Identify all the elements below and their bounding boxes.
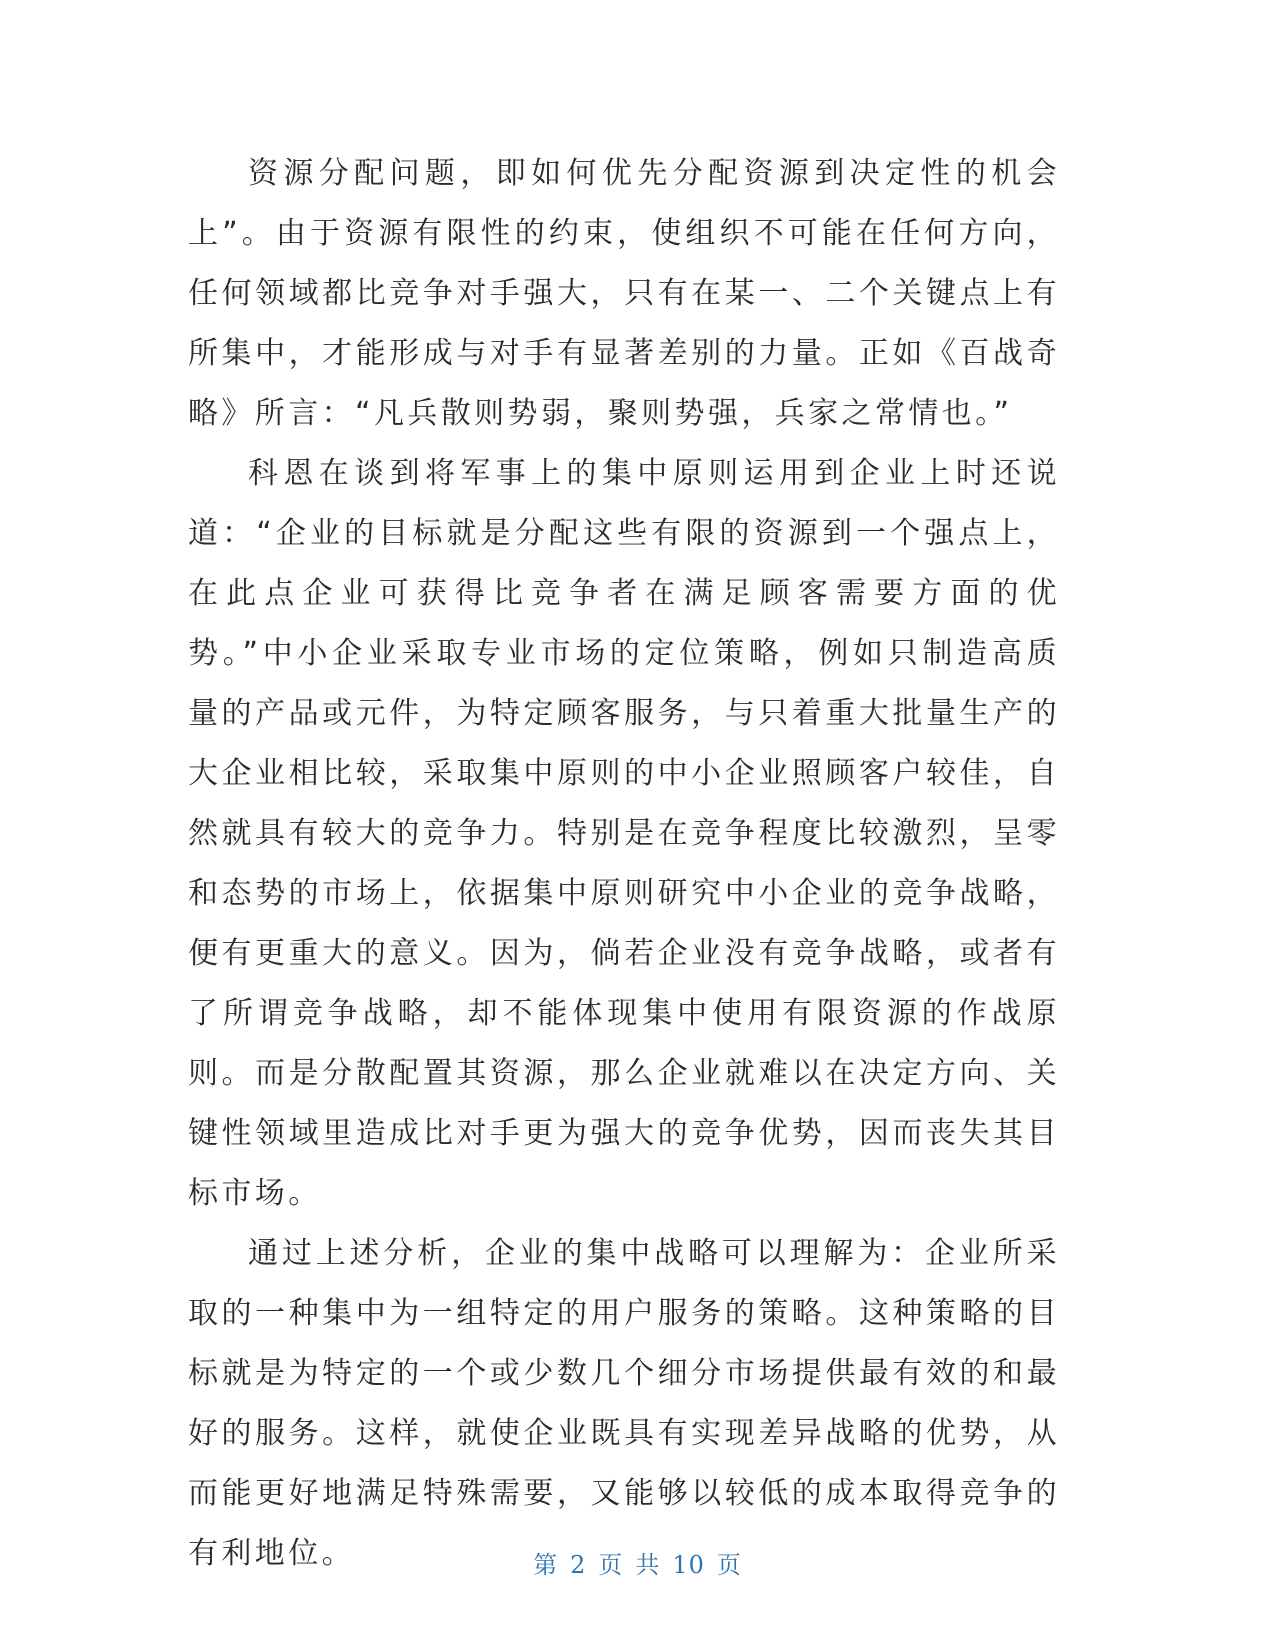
document-body [188, 144, 1060, 1584]
footer-page-word: 页 [598, 1551, 624, 1579]
footer-prefix: 第 [533, 1551, 559, 1579]
footer-total-word: 共 [635, 1551, 661, 1579]
paragraph-2: 科恩在谈到将军事上的集中原则运用到企业上时还说道：“企业的目标就是分配这些有限的资源到一个强点上，在此点企业可获得比竞争者在满足顾客需要方面的优势。”中小企业采取专业市场的定位策略，例如只制造高质量的产品或元件，为特定顾客服务，与只着重大批量生产的大企业相比较，采取集中原则的中小企业照顾客户较佳，自然就具有较大的竞争力。特别是在竞争程度比较激烈，呈零和态势的市场上，依据集中原则研究中小企业的竞争战略，便有更重大的意义。因为，倘若企业没有竞争战略，或者有了所谓竞争战略，却不能体现集中使用有限资源的作战原则。而是分散配置其资源，那么企业就难以在决定方向、关键性领域里造成比对手更为强大的竞争优势，因而丧失其目标市场。 [188, 456, 1060, 1211]
page-footer [0, 1545, 1275, 1580]
current-page-number: 2 [570, 1551, 587, 1579]
paragraph-3: 通过上述分析，企业的集中战略可以理解为：企业所采取的一种集中为一组特定的用户服务的策略。这种策略的目标就是为特定的一个或少数几个细分市场提供最有效的和最好的服务。这样，就使企业既具有实现差异战略的优势，从而能更好地满足特殊需要，又能够以较低的成本取得竞争的有利地位。 [188, 1236, 1060, 1571]
paragraph-1: 资源分配问题，即如何优先分配资源到决定性的机会上”。由于资源有限性的约束，使组织不可能在任何方向，任何领域都比竞争对手强大，只有在某一、二个关键点上有所集中，才能形成与对手有显著差别的力量。正如《百战奇略》所言：“凡兵散则势弱，聚则势强，兵家之常情也。” [188, 156, 1060, 431]
footer-suffix: 页 [716, 1551, 742, 1579]
total-page-number: 10 [672, 1551, 705, 1579]
